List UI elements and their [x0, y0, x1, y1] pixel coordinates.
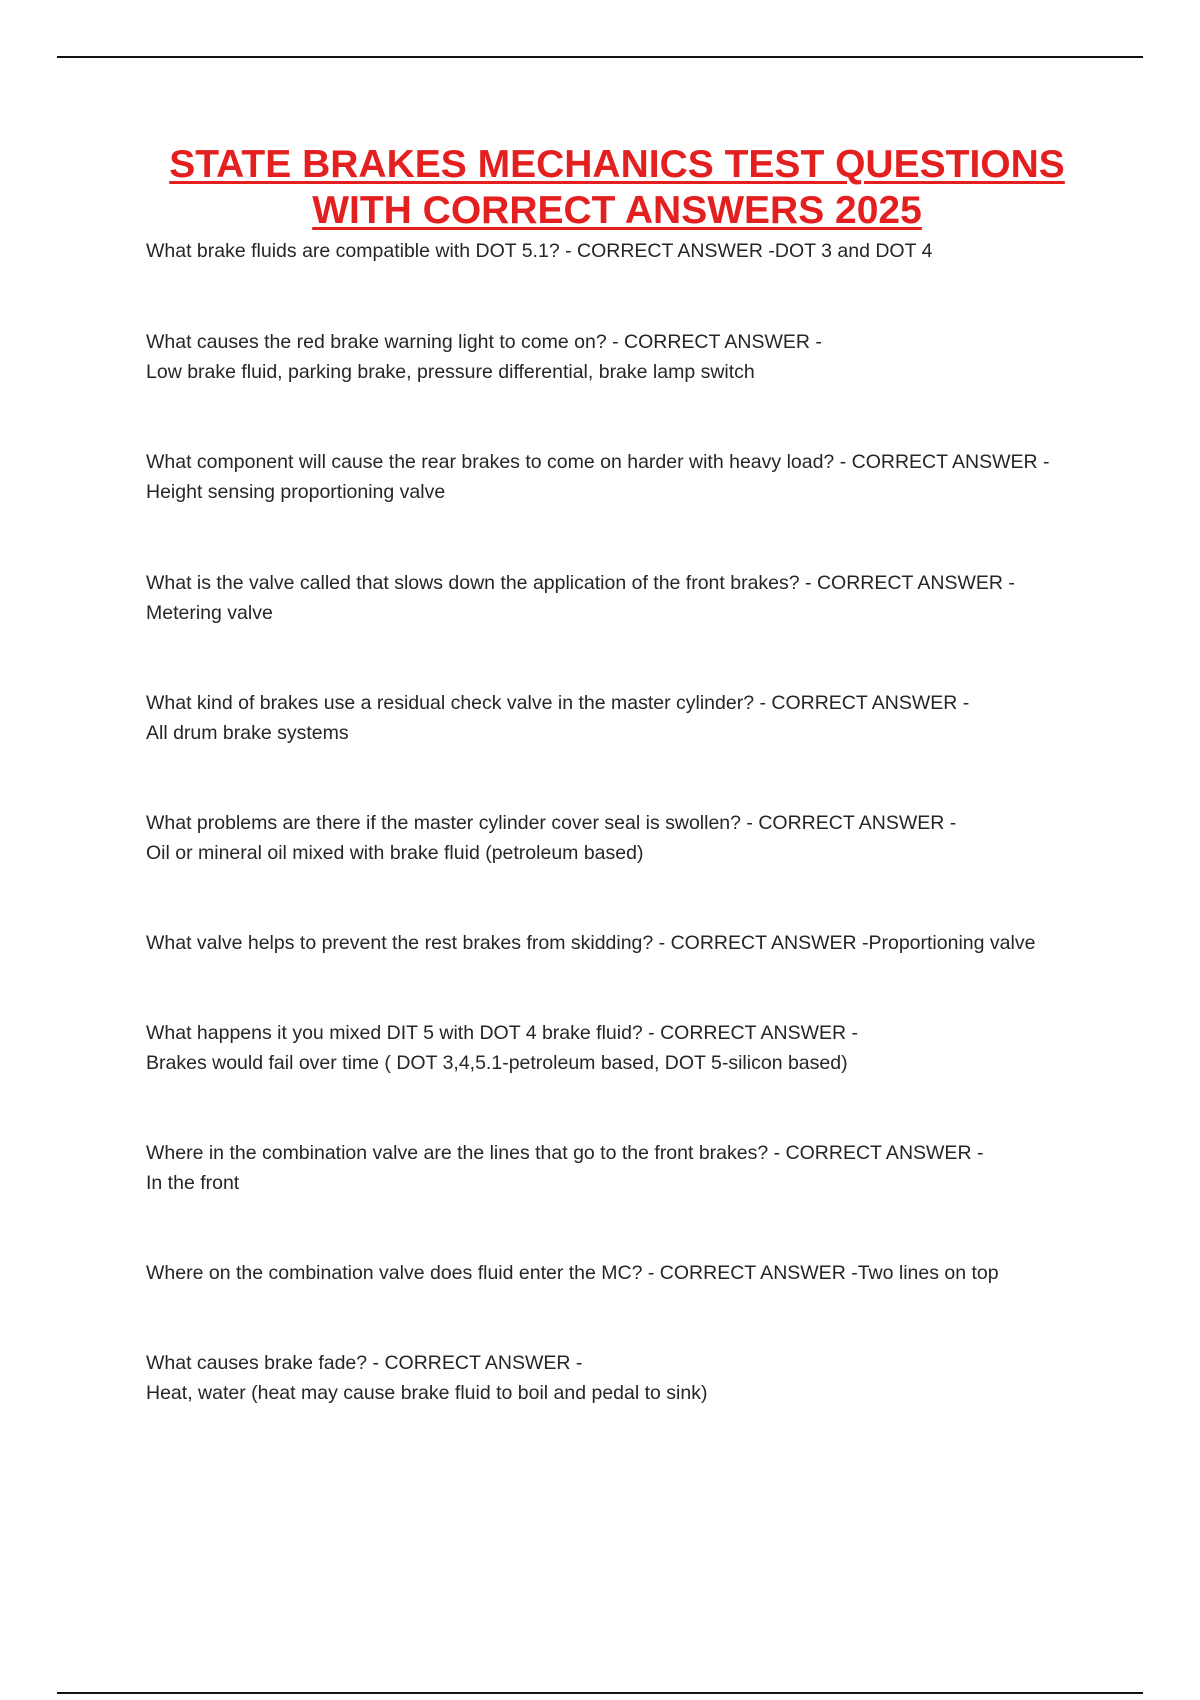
question-text: What causes brake fade?: [146, 1352, 368, 1374]
qa-item: [146, 1258, 1146, 1288]
answer-separator: - CORRECT ANSWER -: [799, 572, 1015, 594]
question-text: What component will cause the rear brakes to come on harder with heavy load?: [146, 451, 835, 473]
qa-item: [146, 1018, 1146, 1078]
answer-text: Proportioning valve: [868, 932, 1036, 954]
question-text: Where in the combination valve are the lines that go to the front brakes?: [146, 1142, 769, 1164]
answer-text: Height sensing proportioning valve: [146, 481, 446, 503]
answer-text: All drum brake systems: [146, 722, 349, 744]
question-text: What brake fluids are compatible with DOT 5.1?: [146, 240, 560, 262]
question-text: What problems are there if the master cylinder cover seal is swollen?: [146, 812, 741, 834]
qa-item: [146, 1348, 1146, 1408]
qa-item: [146, 568, 1146, 628]
question-text: What happens it you mixed DIT 5 with DOT 4 brake fluid?: [146, 1022, 643, 1044]
qa-item: [146, 327, 1146, 387]
answer-separator: - CORRECT ANSWER -: [642, 1262, 858, 1284]
document-title: [100, 142, 1134, 234]
question-text: What is the valve called that slows down the application of the front brakes?: [146, 572, 800, 594]
top-rule: [57, 56, 1143, 58]
answer-text: In the front: [146, 1172, 240, 1194]
answer-text: Oil or mineral oil mixed with brake fluid (petroleum based): [146, 842, 644, 864]
qa-item: [146, 928, 1146, 958]
question-text: What causes the red brake warning light to come on?: [146, 331, 607, 353]
answer-separator: - CORRECT ANSWER -: [367, 1352, 583, 1374]
question-text: Where on the combination valve does fluid enter the MC?: [146, 1262, 643, 1284]
qa-item: [146, 236, 1146, 266]
qa-item: [146, 808, 1146, 868]
answer-text: DOT 3 and DOT 4: [774, 240, 933, 262]
answer-separator: - CORRECT ANSWER -: [834, 451, 1050, 473]
qa-item: [146, 1138, 1146, 1198]
answer-separator: - CORRECT ANSWER -: [741, 812, 957, 834]
answer-text: Heat, water (heat may cause brake fluid to boil and pedal to sink): [146, 1382, 708, 1404]
question-text: What kind of brakes use a residual check valve in the master cylinder?: [146, 692, 755, 714]
answer-separator: - CORRECT ANSWER -: [653, 932, 869, 954]
answer-separator: - CORRECT ANSWER -: [606, 331, 822, 353]
answer-separator: - CORRECT ANSWER -: [642, 1022, 858, 1044]
answer-text: Metering valve: [146, 602, 273, 624]
title-line-2: WITH CORRECT ANSWERS 2025: [312, 189, 922, 232]
answer-separator: - CORRECT ANSWER -: [768, 1142, 984, 1164]
answer-text: Low brake fluid, parking brake, pressure differential, brake lamp switch: [146, 361, 755, 383]
question-text: What valve helps to prevent the rest brakes from skidding?: [146, 932, 654, 954]
qa-item: [146, 447, 1146, 507]
bottom-rule: [57, 1692, 1143, 1694]
answer-separator: - CORRECT ANSWER -: [559, 240, 775, 262]
answer-separator: - CORRECT ANSWER -: [754, 692, 970, 714]
answer-text: Two lines on top: [857, 1262, 999, 1284]
qa-item: [146, 688, 1146, 748]
title-line-1: STATE BRAKES MECHANICS TEST QUESTIONS: [169, 143, 1065, 186]
answer-text: Brakes would fail over time ( DOT 3,4,5.1-petroleum based, DOT 5-silicon based): [146, 1052, 848, 1074]
